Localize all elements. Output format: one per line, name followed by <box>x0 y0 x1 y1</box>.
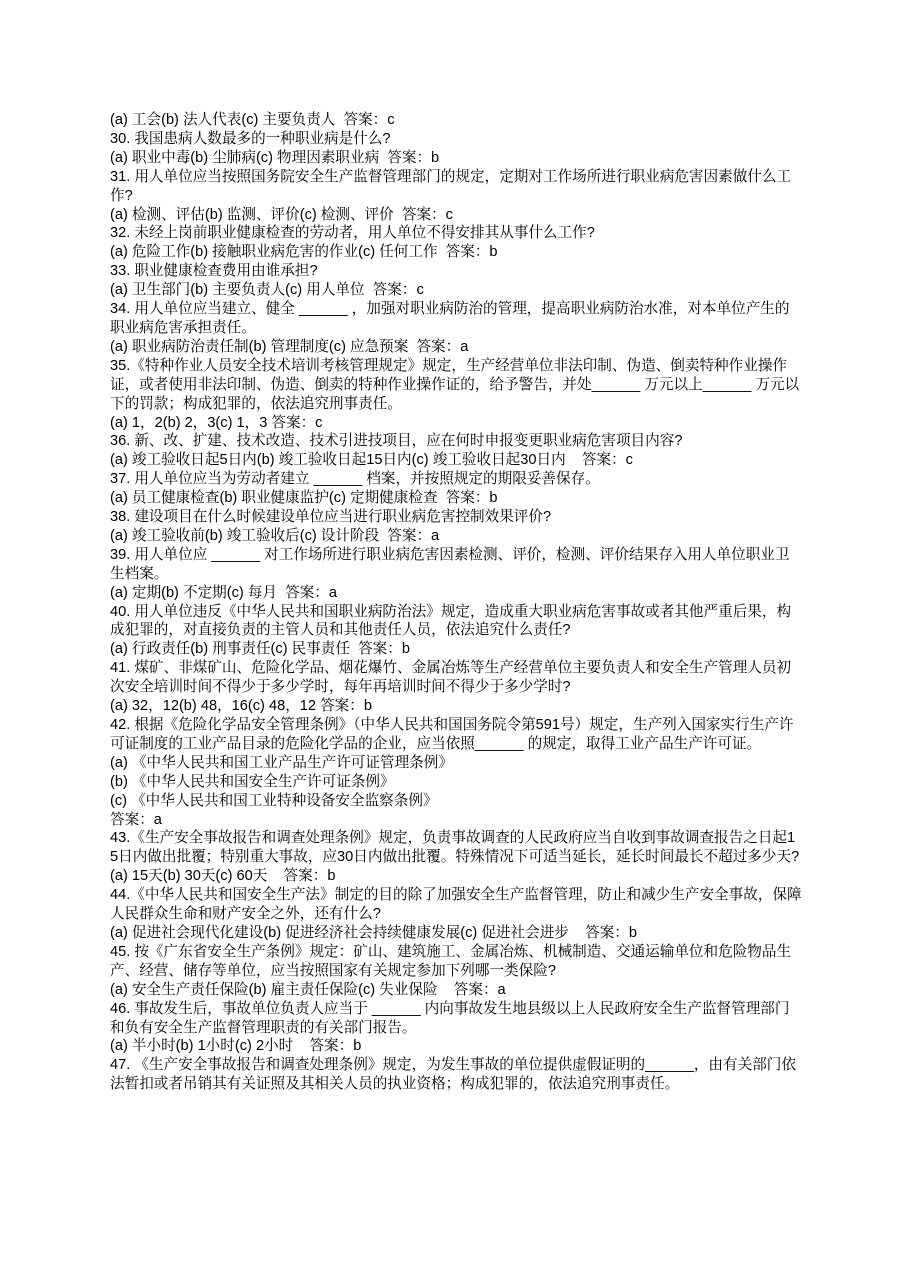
text-line: (a) 安全生产责任保险(b) 雇主责任保险(c) 失业保险 答案：a <box>110 981 506 998</box>
text-line: (c) 《中华人民共和国工业特种设备安全监察条例》 <box>110 792 438 809</box>
text-line: 36. 新、改、扩建、技术改造、技术引进技项目，应在何时申报变更职业病危害项目内容? <box>110 433 683 450</box>
text-line: (a) 1，2(b) 2，3(c) 1，3 答案：c <box>110 414 323 431</box>
text-line: 31. 用人单位应当按照国务院安全生产监督管理部门的规定，定期对工作场所进行职业病危害因素做什么工作? <box>110 168 792 204</box>
text-line: (a) 竣工验收前(b) 竣工验收后(c) 设计阶段 答案：a <box>110 527 440 544</box>
text-line: (b) 《中华人民共和国安全生产许可证条例》 <box>110 773 395 790</box>
text-line: (a) 定期(b) 不定期(c) 每月 答案：a <box>110 584 338 601</box>
text-line: 35.《特种作业人员安全技术培训考核管理规定》规定，生产经营单位非法印制、伪造、倒卖特种作业操作证，或者使用非法印制、伪造、倒卖的特种作业操作证的，给予警告，并处______ 万元以上______ 万元以下的罚款；构成犯罪的，依法追究刑事责任。 <box>110 357 800 412</box>
text-line: 37. 用人单位应当为劳动者建立 ______ 档案，并按照规定的期限妥善保存。 <box>110 471 600 488</box>
text-line: (a) 员工健康检查(b) 职业健康监护(c) 定期健康检查 答案：b <box>110 490 498 507</box>
text-line: 32. 未经上岗前职业健康检查的劳动者，用人单位不得安排其从事什么工作? <box>110 225 595 242</box>
text-line: (a) 32，12(b) 48，16(c) 48，12 答案：b <box>110 698 372 715</box>
text-line: (a) 工会(b) 法人代表(c) 主要负责人 答案：c <box>110 112 395 128</box>
text-line: 33. 职业健康检查费用由谁承担? <box>110 263 318 280</box>
text-line: (a) 半小时(b) 1小时(c) 2小时 答案：b <box>110 1038 362 1055</box>
text-line: 44.《中华人民共和国安全生产法》制定的目的除了加强安全生产监督管理，防止和减少生产安全事故，保障人民群众生命和财产安全之外，还有什么? <box>110 887 802 923</box>
text-line: (a) 卫生部门(b) 主要负责人(c) 用人单位 答案：c <box>110 282 424 299</box>
text-line: 39. 用人单位应 ______ 对工作场所进行职业病危害因素检测、评价，检测、评价结果存入用人单位职业卫生档案。 <box>110 546 790 582</box>
text-line: 40. 用人单位违反《中华人民共和国职业病防治法》规定，造成重大职业病危害事故或者其他严重后果，构成犯罪的，对直接负责的主管人员和其他责任人员，依法追究什么责任? <box>110 603 792 639</box>
document-body <box>110 111 802 1094</box>
text-line: 34. 用人单位应当建立、健全 ______ ，加强对职业病防治的管理，提高职业病防治水准，对本单位产生的职业病危害承担责任。 <box>110 301 790 336</box>
text-line: 38. 建设项目在什么时候建设单位应当进行职业病危害控制效果评价? <box>110 509 552 526</box>
text-line: (a) 15天(b) 30天(c) 60天 答案：b <box>110 868 336 885</box>
text-line: 46. 事故发生后，事故单位负责人应当于 ______ 内向事故发生地县级以上人民政府安全生产监督管理部门和负有安全生产监督管理职责的有关部门报告。 <box>110 1000 790 1036</box>
text-line: 41. 煤矿、非煤矿山、危险化学品、烟花爆竹、金属冶炼等生产经营单位主要负责人和安全生产管理人员初次安全培训时间不得少于多少学时，每年再培训时间不得少于多少学时? <box>110 660 792 696</box>
text-line: (a) 行政责任(b) 刑事责任(c) 民事责任 答案：b <box>110 641 410 658</box>
text-line: (a) 促进社会现代化建设(b) 促进经济社会持续健康发展(c) 促进社会进步 答案：b <box>110 924 638 941</box>
text-line: 30. 我国患病人数最多的一种职业病是什么? <box>110 130 391 147</box>
text-line: (a) 竣工验收日起5日内(b) 竣工验收日起15日内(c) 竣工验收日起30日内 答案：c <box>110 452 633 469</box>
text-line: (a) 检测、评估(b) 监测、评价(c) 检测、评价 答案：c <box>110 206 453 223</box>
text-line: 答案：a <box>110 811 162 828</box>
text-line: 45. 按《广东省安全生产条例》规定：矿山、建筑施工、金属冶炼、机械制造、交通运输单位和危险物品生产、经营、储存等单位，应当按照国家有关规定参加下列哪一类保险? <box>110 943 792 979</box>
text-line: 42. 根据《危险化学品安全管理条例》（中华人民共和国国务院令第591号）规定，生产列入国家实行生产许可证制度的工业产品目录的危险化学品的企业，应当依照______ 的规定，取得工业产品生产许可证。 <box>110 717 794 752</box>
text-line: 43.《生产安全事故报告和调查处理条例》规定，负责事故调查的人民政府应当自收到事故调查报告之日起15日内做出批覆；特别重大事故，应30日内做出批覆。特殊情况下可适当延长，延长时间最长不超过多少天? <box>110 830 800 866</box>
text-line: (a) 危险工作(b) 接触职业病危害的作业(c) 任何工作 答案：b <box>110 244 498 261</box>
text-line: (a) 《中华人民共和国工业产品生产许可证管理条例》 <box>110 754 453 771</box>
text-line: (a) 职业中毒(b) 尘肺病(c) 物理因素职业病 答案：b <box>110 149 440 166</box>
text-line: (a) 职业病防治责任制(b) 管理制度(c) 应急预案 答案：a <box>110 338 469 355</box>
text-line: 47. 《生产安全事故报告和调查处理条例》规定，为发生事故的单位提供虚假证明的______，由有关部门依法暂扣或者吊销其有关证照及其相关人员的执业资格；构成犯罪的，依法追究刑事责任。 <box>110 1057 796 1093</box>
